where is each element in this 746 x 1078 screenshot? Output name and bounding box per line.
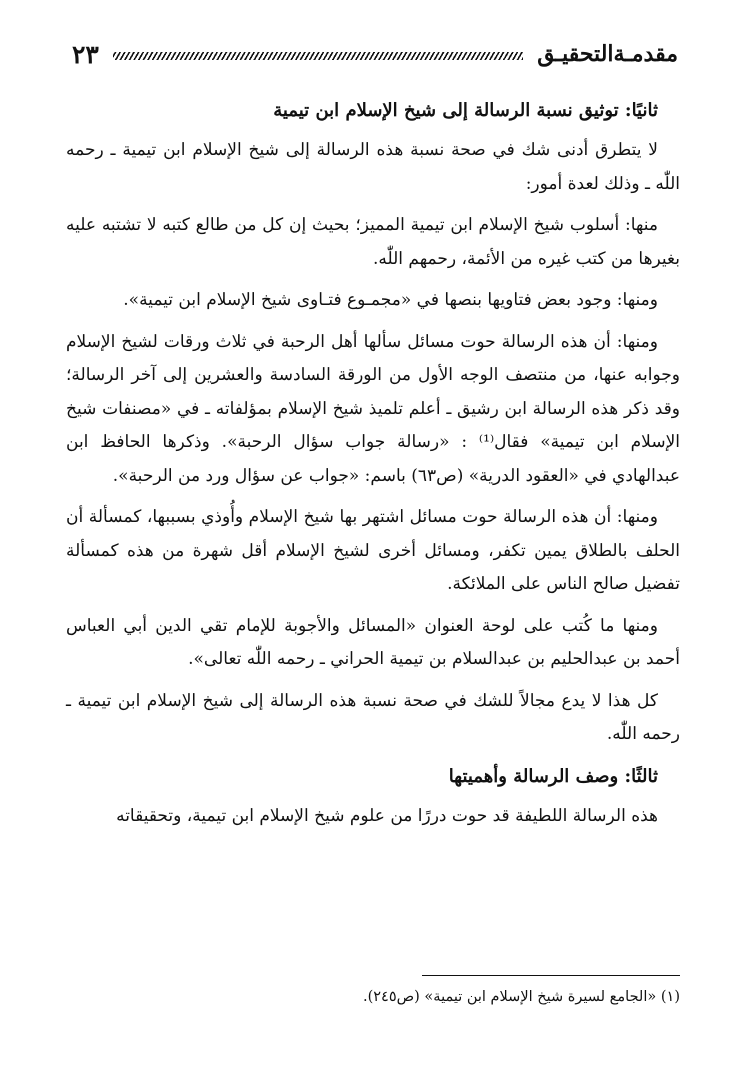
paragraph: لا يتطرق أدنى شك في صحة نسبة هذه الرسالة إلى شيخ الإسلام ابن تيمية ـ رحمه اللّٰه ـ وذلك لعدة أمور: [66,140,680,194]
footnote-separator [422,975,680,976]
paragraph: هذه الرسالة اللطيفة قد حوت دررًا من علوم شيخ الإسلام ابن تيمية، وتحقيقاته [116,805,658,826]
page-number: ٢٣ [72,39,99,69]
chapter-title: مقدمـةالتحقيـق [537,41,678,67]
section-heading-attribution: ثانيًا: توثيق نسبة الرسالة إلى شيخ الإسلام ابن تيمية [273,100,658,121]
running-header [72,34,678,74]
header-rule [113,52,523,60]
paragraph: كل هذا لا يدع مجالاً للشك في صحة نسبة هذه الرسالة إلى شيخ الإسلام ابن تيمية ـ رحمه اللّٰه. [66,690,680,744]
paragraph: ومنها: أن هذه الرسالة حوت مسائل سألها أهل الرحبة في ثلاث ورقات لشيخ الإسلام وجوابه عنها، من منتصف الوجه الأول من الورقة السادسة والعشرين إلى آخر الرسالة؛ وقد ذكر هذه الرسالة ابن رشيق ـ أعلم تلميذ شيخ الإسلام بمؤلفاته ـ في «مصنفات شيخ الإسلام ابن تيمية» فقال⁽¹⁾ : «رسالة جواب سؤال الرحبة». وذكرها الحافظ ابن عبدالهادي في «العقود الدرية» (ص٦٣) باسم: «جواب عن سؤال ورد من الرحبة». [66,331,680,486]
paragraph: منها: أسلوب شيخ الإسلام ابن تيمية المميز؛ بحيث إن كل من طالع كتبه لا تشتبه عليه بغيرها من كتب غيره من الأئمة، رحمهم اللّٰه. [66,215,680,269]
paragraph: ومنها: وجود بعض فتاويها بنصها في «مجمـوع فتـاوى شيخ الإسلام ابن تيمية». [123,290,658,310]
section-heading-description: ثالثًا: وصف الرسالة وأهميتها [448,765,658,787]
paragraph: ومنها: أن هذه الرسالة حوت مسائل اشتهر بها شيخ الإسلام وأُوذي بسببها، كمسألة أن الحلف بالطلاق يمين تكفر، ومسائل أخرى لشيخ الإسلام أقل شهرة من هذه كمسألة تفضيل صالح الناس على الملائكة. [66,507,680,594]
page-body [66,96,680,833]
paragraph: ومنها ما كُتب على لوحة العنوان «المسائل والأجوبة للإمام تقي الدين أبي العباس أحمد بن عبدالحليم بن عبدالسلام بن تيمية الحراني ـ رحمه اللّٰه تعالى». [66,615,680,669]
footnote: (١) «الجامع لسيرة شيخ الإسلام ابن تيمية» (ص٢٤٥). [362,989,680,1005]
